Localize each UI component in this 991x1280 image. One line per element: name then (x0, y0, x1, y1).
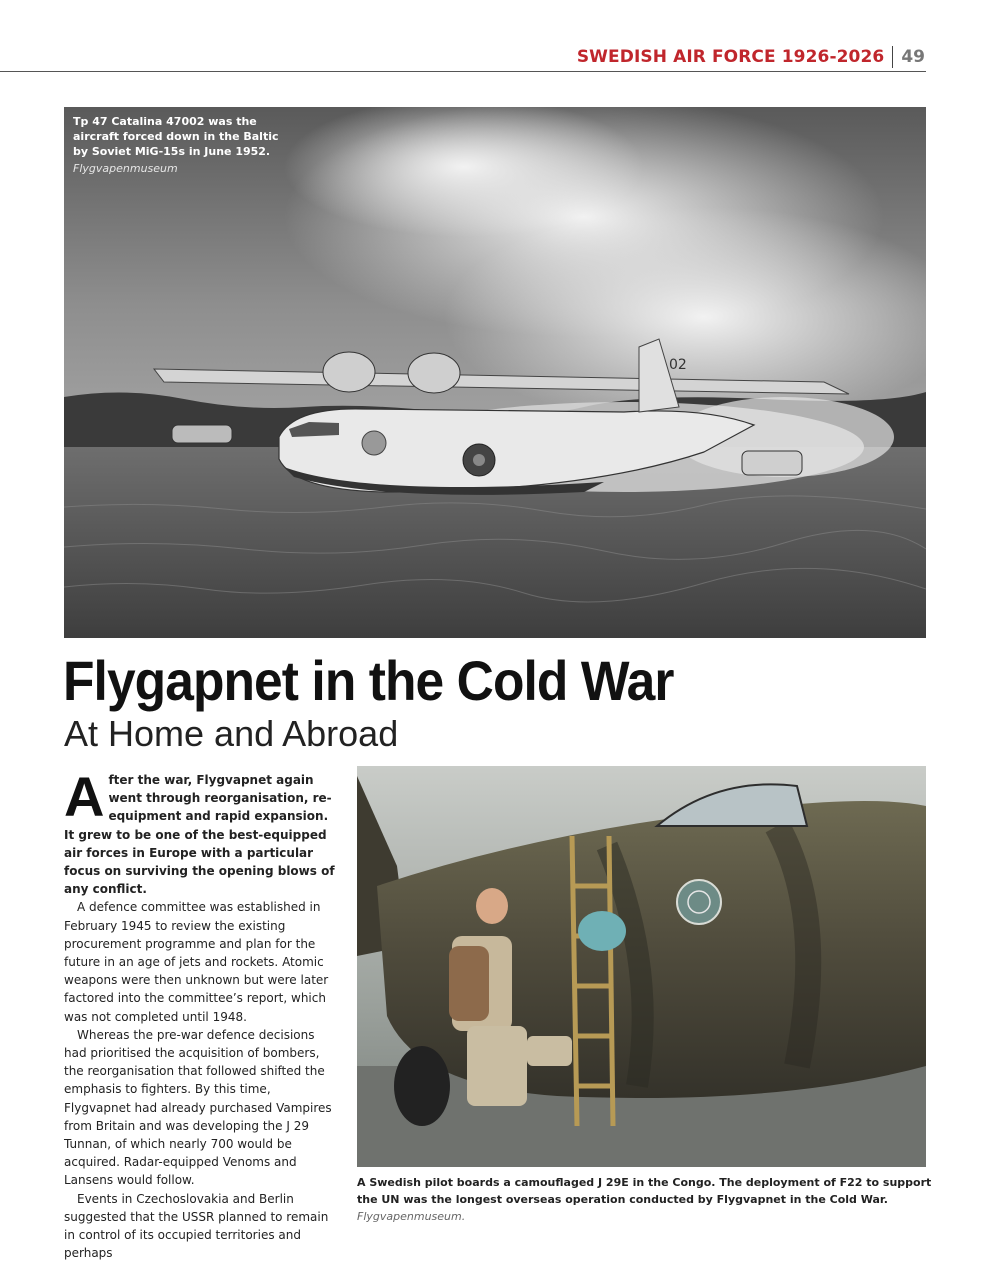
right-caption-credit: Flygvapenmuseum. (357, 1210, 466, 1223)
top-photo-caption: Tp 47 Catalina 47002 was the aircraft forced down in the Baltic by Soviet MiG-15s in June 1952. (73, 115, 279, 158)
article-subheadline: At Home and Abroad (64, 713, 399, 754)
right-caption-text: A Swedish pilot boards a camouflaged J 29E in the Congo. The deployment of F22 to support the UN was the longest overseas operation conducted by Flygvapnet in the Cold War. (357, 1176, 932, 1206)
article-headline: Flygapnet in the Cold War (63, 649, 674, 712)
running-header (577, 46, 925, 68)
body-paragraph: Events in Czechoslovakia and Berlin suggested that the USSR planned to remain in control of its occupied territories and perhaps (64, 1191, 329, 1261)
catalina-photo (64, 107, 926, 638)
publication-title: SWEDISH AIR FORCE 1926-2026 (576, 47, 885, 67)
catalina-illustration (64, 107, 926, 638)
right-photo-caption (357, 1174, 932, 1225)
body-paragraph: Whereas the pre-war defence decisions had prioritised the acquisition of bombers, the reorganisation that followed shifted the emphasis to fighters. By this time, Flygvapnet had already purchased Vampires from Britain and was developing the J 29 Tunnan, of which nearly 700 would be acquired. Radar-equipped Venoms and Lansens would follow. (64, 1027, 332, 1188)
body-paragraph: A defence committee was established in February 1945 to review the existing procurement programme and plan for the future in an age of jets and rockets. Atomic weapons were then unknown but were later factored into the committee’s report, which was not completed until 1948. (64, 900, 329, 1024)
lead-paragraph (64, 765, 338, 898)
drop-cap: A (64, 765, 105, 828)
tail-code: 02 (669, 357, 687, 373)
top-photo-credit: Flygvapenmuseum (73, 162, 178, 175)
header-rule (0, 71, 926, 72)
header-separator (892, 46, 893, 68)
page-number: 49 (901, 47, 925, 67)
j29-illustration (357, 766, 926, 1167)
article-body (64, 765, 338, 1262)
j29-photo (357, 766, 926, 1167)
lead-text: fter the war, Flygvapnet again went through reorganisation, re-equipment and rapid expansion. It grew to be one of the best-equipped air forces in Europe with a particular focus on surviving the opening blows of any conflict. (64, 773, 335, 897)
